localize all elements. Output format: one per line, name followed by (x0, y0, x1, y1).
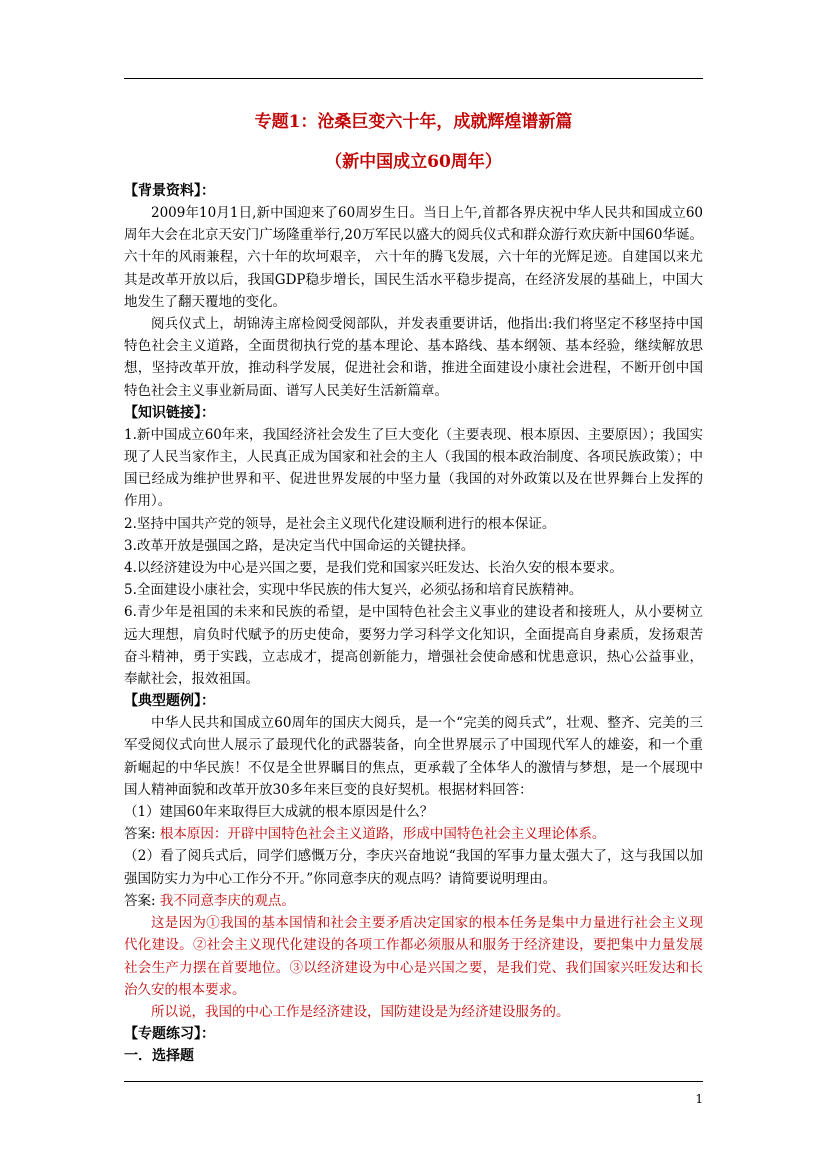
header-rule (124, 78, 703, 79)
document-body (124, 108, 703, 1067)
example-heading: 【典型题例】： (124, 693, 215, 710)
page-title: 专题1：沧桑巨变六十年，成就辉煌谱新篇 (254, 112, 573, 132)
example-material: 中华人民共和国成立60周年的国庆大阅兵，是一个“完美的阅兵式”，壮观、整齐、完美的三军受阅仪式向世人展示了最现代化的武器装备，向全世界展示了中国现代军人的雄姿，和一个重新崛起的中华民族！不仅是全世界瞩目的焦点，更承载了全体华人的激情与梦想，是一个展现中国人精神面貌和改革开放30多年来巨变的良好契机。根据材料回答： (124, 715, 703, 798)
answer-1 (124, 823, 703, 845)
page-subtitle: （新中国成立60周年） (325, 152, 502, 172)
practice-heading: 【专题练习】： (124, 1026, 215, 1043)
knowledge-item-3: 3.改革开放是强国之路，是决定当代中国命运的关键抉择。 (124, 537, 475, 554)
question-2: （2）看了阅兵式后，同学们感慨万分，李庆兴奋地说“我国的军事力量太强大了，这与我国以加强国防实力为中心工作分不开。”你同意李庆的观点吗？请简要说明理由。 (124, 848, 703, 887)
background-paragraph-2: 阅兵仪式上，胡锦涛主席检阅受阅部队，并发表重要讲话，他指出:我们将坚定不移坚持中国特色社会主义道路，全面贯彻执行党的基本理论、基本路线、基本纲领、基本经验，继续解放思想，坚持改革开放，推动科学发展，促进社会和谐，推进全面建设小康社会进程，不断开创中国特色社会主义事业新局面、谱写人民美好生活新篇章。 (124, 316, 703, 399)
knowledge-item-2: 2.坚持中国共产党的领导，是社会主义现代化建设顺利进行的根本保证。 (124, 515, 556, 532)
answer-1-text: 根本原因：开辟中国特色社会主义道路，形成中国特色社会主义理论体系。 (159, 826, 606, 843)
page-number: 1 (695, 1092, 703, 1106)
knowledge-heading: 【知识链接】： (124, 404, 215, 421)
background-paragraph-1: 2009年10月1日,新中国迎来了60周岁生日。当日上午,首都各界庆祝中华人民共和国成立60周年大会在北京天安门广场隆重举行,20万军民以盛大的阅兵仪式和群众游行欢庆新中国60华诞。六十年的风雨兼程，六十年的坎坷艰辛， 六十年的腾飞发展，六十年的光辉足迹。自建国以来尤其是改革开放以后，我国GDP稳步增长，国民生活水平稳步提高，在经济发展的基础上，中国大地发生了翻天覆地的变化。 (124, 205, 703, 310)
knowledge-item-1: 1.新中国成立60年来，我国经济社会发生了巨大变化（主要表现、根本原因、主要原因）；我国实现了人民当家作主，人民真正成为国家和社会的主人（我国的根本政治制度、各项民族政策）；中国已经成为维护世界和平、促进世界发展的中坚力量（我国的对外政策以及在世界舞台上发挥的作用）。 (124, 426, 703, 510)
knowledge-item-6: 6.青少年是祖国的未来和民族的希望，是中国特色社会主义事业的建设者和接班人，从小要树立远大理想，肩负时代赋予的历史使命，要努力学习科学文化知识，全面提高自身素质，发扬艰苦奋斗精神，勇于实践，立志成才，提高创新能力，增强社会使命感和忧患意识，热心公益事业，奉献社会，报效祖国。 (124, 604, 703, 688)
knowledge-item-4: 4.以经济建设为中心是兴国之要，是我们党和国家兴旺发达、长治久安的根本要求。 (124, 560, 623, 577)
answer-label: 答案: (124, 892, 156, 909)
background-heading: 【背景资料】： (124, 183, 215, 199)
answer-label: 答案: (124, 826, 156, 843)
answer-2-text: 我不同意李庆的观点。 (159, 892, 295, 909)
practice-subheading: 一．选择题 (124, 1048, 194, 1065)
knowledge-item-5: 5.全面建设小康社会，实现中华民族的伟大复兴，必须弘扬和培育民族精神。 (124, 582, 583, 599)
answer-2 (124, 890, 703, 912)
question-1: （1）建国60年来取得巨大成就的根本原因是什么？ (124, 804, 434, 821)
answer-2-conclusion: 所以说，我国的中心工作是经济建设，国防建设是为经济建设服务的。 (151, 1003, 570, 1020)
footer-rule (124, 1081, 703, 1082)
answer-2-reason: 这是因为①我国的基本国情和社会主要矛盾决定国家的根本任务是集中力量进行社会主义现代化建设。②社会主义现代化建设的各项工作都必须服从和服务于经济建设，要把集中力量发展社会生产力摆在首要地位。③以经济建设为中心是兴国之要，是我们党、我们国家兴旺发达和长治久安的根本要求。 (124, 915, 703, 998)
